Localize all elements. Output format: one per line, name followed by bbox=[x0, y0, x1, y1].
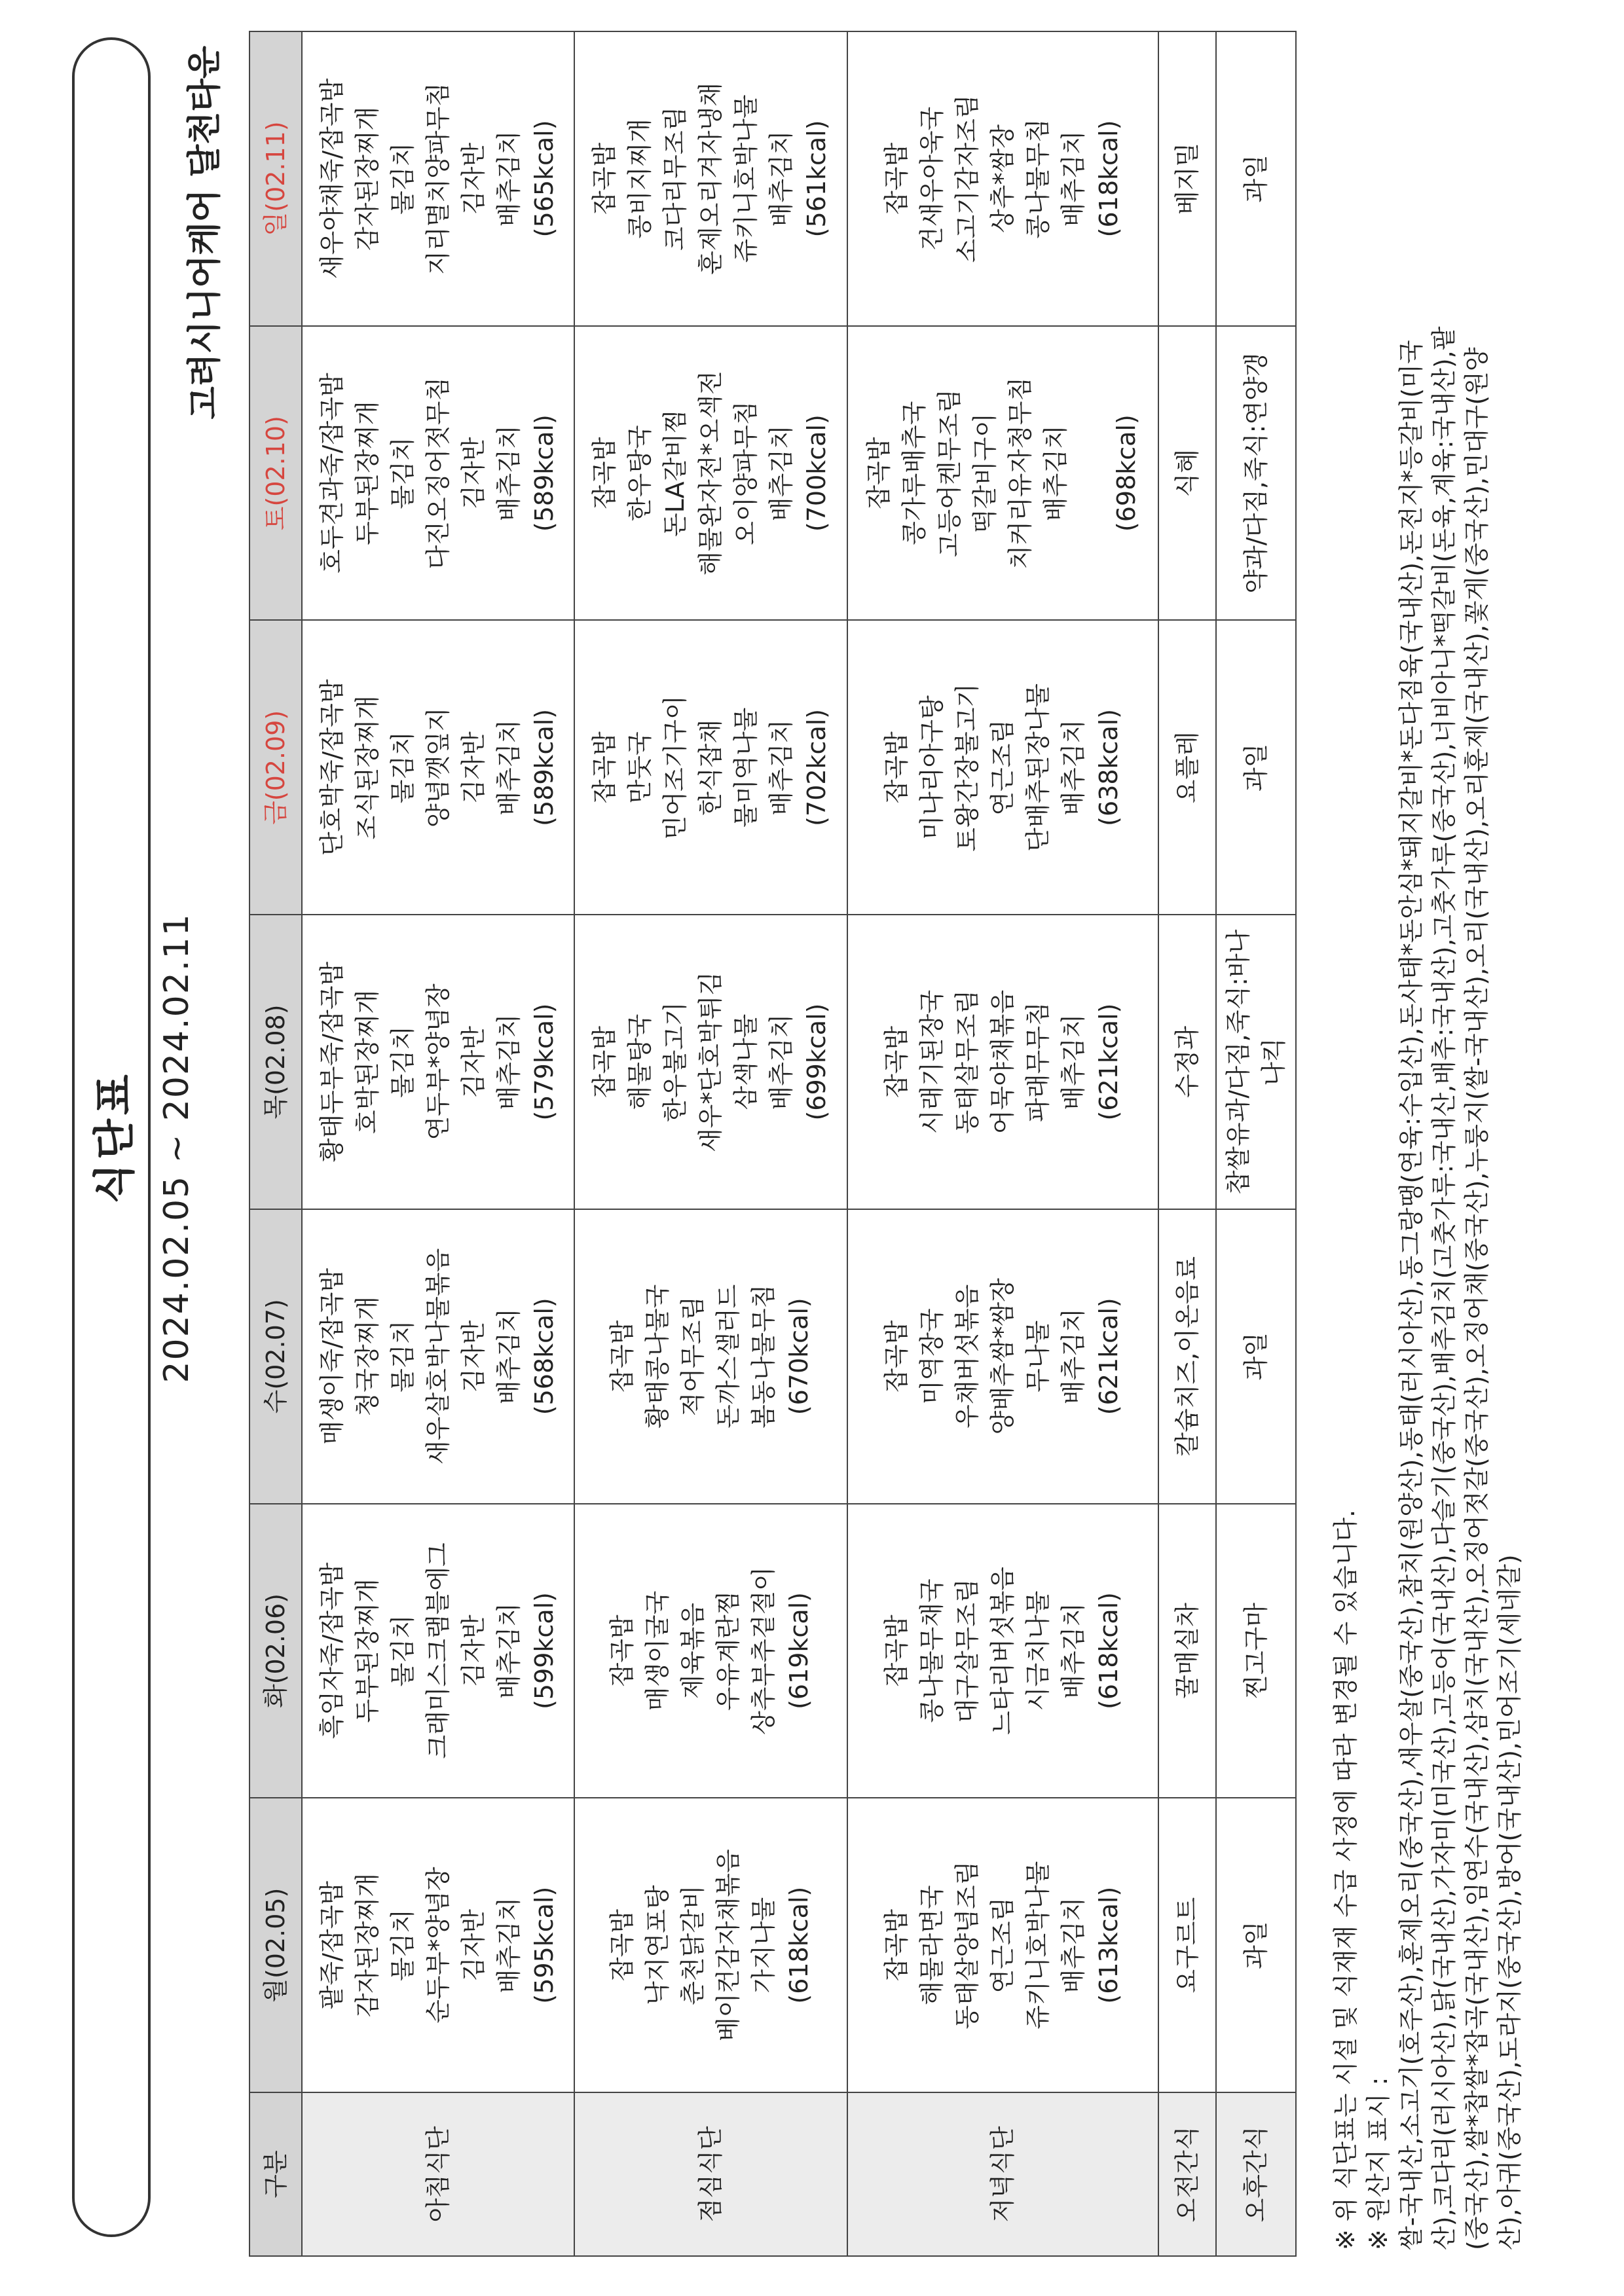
menu-item: 한식잡채 bbox=[696, 719, 726, 816]
menu-item: 연근조림 bbox=[988, 719, 1018, 816]
snack-cell: 요플레 bbox=[1158, 620, 1216, 915]
menu-item: (599kcal) bbox=[530, 1592, 559, 1709]
menu-item: 매생이죽/잡곡밥 bbox=[318, 1267, 347, 1445]
meal-cell bbox=[574, 31, 847, 326]
menu-item: (702kcal) bbox=[802, 708, 832, 826]
menu-item: 배추김치 bbox=[1059, 1308, 1088, 1405]
menu-item: 두부된장찌개 bbox=[353, 401, 382, 545]
menu-item: 시래기된장국 bbox=[917, 989, 947, 1135]
meal-cell bbox=[302, 1504, 574, 1798]
menu-item: (699kcal) bbox=[802, 1003, 832, 1121]
snack-cell: 과일 bbox=[1216, 1209, 1296, 1504]
menu-item: 만둣국 bbox=[625, 731, 655, 804]
menu-item: (589kcal) bbox=[530, 708, 559, 826]
note-line: 산),코다리(러시아산),닭(국내산),가자미(미국산),고등어(국내산),다슬기(중국산),배추김치(고춧가루:국내산,배추:국내산),고춧가루(중국산),너비아니*떡갈비(돈육,계육:국내산),팥 bbox=[1430, 326, 1458, 2250]
meal-cell bbox=[847, 915, 1158, 1209]
menu-item: 물김치 bbox=[388, 1025, 418, 1099]
menu-item: 감자된장찌개 bbox=[353, 106, 382, 251]
menu-item: 토왕간장불고기 bbox=[953, 683, 982, 852]
menu-item: (638kcal) bbox=[1094, 708, 1124, 826]
meal-cell bbox=[574, 1209, 847, 1504]
menu-item: 물김치 bbox=[388, 731, 418, 804]
menu-item: 콩나물무침 bbox=[1024, 118, 1053, 239]
menu-item: 김자반 bbox=[459, 142, 489, 215]
menu-item bbox=[1073, 331, 1109, 616]
menu-item: 파래무무침 bbox=[1024, 1002, 1053, 1122]
menu-item: 돈까스샐러드 bbox=[714, 1284, 743, 1429]
menu-item: 물김치 bbox=[388, 437, 418, 509]
menu-item: (568kcal) bbox=[530, 1298, 559, 1415]
menu-item: 새우살호박나물볶음 bbox=[424, 1248, 453, 1465]
day-header-tue: 화(02.06) bbox=[249, 1504, 302, 1798]
menu-item: 김자반 bbox=[459, 437, 489, 509]
page-title: 식단표 bbox=[91, 1070, 139, 1204]
menu-item: (698kcal) bbox=[1112, 414, 1141, 532]
meal-cell bbox=[302, 620, 574, 915]
menu-item: 연근조림 bbox=[988, 1897, 1018, 1994]
note-line: 산),아귀(중국산),도라지(중국산),방어(국내산),민어조기(세네갈) bbox=[1495, 1554, 1524, 2250]
menu-item: 쥬키니호박나물 bbox=[1024, 1861, 1053, 2030]
menu-item: 배추김치 bbox=[494, 130, 524, 227]
menu-item: 새우*단호박튀김 bbox=[696, 972, 726, 1153]
meal-cell bbox=[847, 31, 1158, 326]
menu-item: 잡곡밥 bbox=[608, 1909, 637, 1982]
meal-cell bbox=[574, 1798, 847, 2092]
menu-item: 잡곡밥 bbox=[882, 1320, 912, 1393]
pm-snack-row bbox=[1216, 31, 1296, 2256]
menu-item: 양배추쌈*쌈장 bbox=[988, 1278, 1018, 1435]
menu-item: 콩비지찌개 bbox=[625, 118, 655, 239]
date-period: 2024.02.05 ~ 2024.02.11 bbox=[157, 913, 196, 1383]
menu-item: (618kcal) bbox=[1094, 120, 1124, 238]
menu-item: 잡곡밥 bbox=[882, 1909, 912, 1982]
am-snack-row bbox=[1158, 31, 1216, 2256]
menu-item: 느타리버섯볶음 bbox=[988, 1566, 1018, 1735]
menu-item: 낙지연포탕 bbox=[643, 1885, 673, 2005]
menu-item: 새우야채죽/잡곡밥 bbox=[318, 78, 347, 280]
menu-item: 호두견과죽/잡곡밥 bbox=[318, 373, 347, 574]
menu-item: (700kcal) bbox=[802, 414, 832, 532]
menu-item: 콩나물무채국 bbox=[917, 1578, 947, 1723]
menu-item: 쥬키니호박나물 bbox=[731, 94, 761, 263]
menu-item: 배추김치 bbox=[494, 1013, 524, 1110]
menu-item: 배추김치 bbox=[1059, 719, 1088, 816]
menu-item: 미역장국 bbox=[917, 1308, 947, 1405]
menu-item: 적어무조림 bbox=[678, 1296, 708, 1417]
menu-item: 물미역나물 bbox=[731, 707, 761, 828]
note-line: 쌀-국내산,소고기(호주산),훈제오리(중국산),새우살(중국산),참치(원양산),동태(러시아산),동그랑땡(연육:수입산),돈사태*돈안심*돼지갈비*돈다짐육(국내산),돈전지*등갈비(미국 bbox=[1397, 340, 1426, 2250]
menu-item: 크래미스크램블에그 bbox=[424, 1542, 453, 1759]
menu-item: 배추김치 bbox=[494, 719, 524, 816]
day-header-mon: 월(02.05) bbox=[249, 1798, 302, 2092]
menu-item: 연두부*양념장 bbox=[424, 983, 453, 1140]
menu-item: 제육볶음 bbox=[678, 1603, 708, 1699]
meal-cell bbox=[574, 1504, 847, 1798]
menu-item: 떡갈비구이 bbox=[970, 412, 1000, 534]
menu-item: 어묵야채볶음 bbox=[988, 989, 1018, 1135]
menu-item: 우유계란찜 bbox=[714, 1590, 743, 1711]
table-header-row bbox=[249, 31, 302, 2256]
menu-item: 대구살무조림 bbox=[953, 1578, 982, 1723]
menu-item: 잡곡밥 bbox=[608, 1614, 637, 1687]
menu-item: 물김치 bbox=[388, 1909, 418, 1982]
menu-item: (561kcal) bbox=[802, 120, 832, 238]
menu-item: 배추김치 bbox=[767, 719, 796, 816]
menu-item: 청국장찌개 bbox=[353, 1296, 382, 1417]
menu-item: 다진오징어젓무침 bbox=[424, 376, 453, 570]
menu-item: 치커리유자청무침 bbox=[1006, 376, 1035, 570]
menu-item: 배추김치 bbox=[767, 130, 796, 227]
menu-item: 배추김치 bbox=[1059, 1897, 1088, 1994]
menu-item: 잡곡밥 bbox=[590, 1025, 619, 1099]
menu-item: 한우불고기 bbox=[661, 1002, 690, 1122]
day-header-fri: 금(02.09) bbox=[249, 620, 302, 915]
meal-cell bbox=[847, 1504, 1158, 1798]
meal-cell bbox=[847, 326, 1158, 621]
menu-item: 흑임자죽/잡곡밥 bbox=[318, 1562, 347, 1740]
meal-cell bbox=[847, 620, 1158, 915]
menu-item: 잡곡밥 bbox=[864, 437, 894, 509]
menu-item: (613kcal) bbox=[1094, 1886, 1124, 2004]
menu-item: 상추*쌈장 bbox=[988, 124, 1018, 233]
title-banner bbox=[72, 37, 151, 2237]
note-line: ※ 위 식단표는 시설 및 식재재 수급 사정에 따라 변경될 수 있습니다. bbox=[1331, 1509, 1360, 2250]
menu-item: 고등어켄무조림 bbox=[935, 389, 965, 558]
menu-item: (618kcal) bbox=[784, 1886, 814, 2004]
snack-cell: 칼슘치즈,이온음료 bbox=[1158, 1209, 1216, 1504]
menu-item: (565kcal) bbox=[530, 120, 559, 238]
menu-item: 조식된장찌개 bbox=[353, 695, 382, 840]
menu-item: 팥죽/잡곡밥 bbox=[318, 1880, 347, 2010]
menu-item: 배추김치 bbox=[494, 425, 524, 522]
menu-item: 잡곡밥 bbox=[882, 1614, 912, 1687]
menu-item: 해물탕국 bbox=[625, 1013, 655, 1110]
row-label-am-snack: 오전간식 bbox=[1158, 2092, 1216, 2256]
meal-cell bbox=[574, 326, 847, 621]
menu-item: (595kcal) bbox=[530, 1886, 559, 2004]
menu-item: 미나리아구탕 bbox=[917, 695, 947, 840]
menu-item: 콩가루배추국 bbox=[900, 401, 929, 545]
menu-item: 매생이굴국 bbox=[643, 1590, 673, 1711]
menu-item: 물김치 bbox=[388, 142, 418, 215]
meal-table bbox=[249, 31, 1297, 2257]
menu-item: 잡곡밥 bbox=[882, 731, 912, 804]
row-label-breakfast: 아침식단 bbox=[302, 2092, 574, 2256]
meal-cell bbox=[302, 31, 574, 326]
menu-item: 잡곡밥 bbox=[590, 437, 619, 509]
menu-item: 동태살무조림 bbox=[953, 989, 982, 1135]
menu-item: 상추부추겉절이 bbox=[749, 1566, 779, 1735]
menu-item: 해물완자전*오색전 bbox=[696, 371, 726, 575]
snack-cell: 식혜 bbox=[1158, 326, 1216, 621]
menu-item: 봄동나물무침 bbox=[749, 1284, 779, 1429]
menu-item: 물김치 bbox=[388, 1320, 418, 1393]
menu-item: 단배추된장나물 bbox=[1024, 683, 1053, 852]
menu-item: 배추김치 bbox=[1041, 425, 1071, 522]
menu-item: 김자반 bbox=[459, 1025, 489, 1099]
menu-item: (621kcal) bbox=[1094, 1298, 1124, 1415]
snack-cell: 과일 bbox=[1216, 31, 1296, 326]
meal-cell bbox=[302, 326, 574, 621]
menu-item: 삼색나물 bbox=[731, 1013, 761, 1110]
menu-item: 동태살양념조림 bbox=[953, 1861, 982, 2030]
meal-cell bbox=[302, 1798, 574, 2092]
menu-item: 배추김치 bbox=[1059, 1013, 1088, 1110]
menu-item: 배추김치 bbox=[494, 1897, 524, 1994]
menu-item: 춘천닭갈비 bbox=[678, 1885, 708, 2005]
menu-item: 지리멸치양파무침 bbox=[424, 82, 453, 275]
menu-item: 건새우아욱국 bbox=[917, 106, 947, 251]
menu-item: (619kcal) bbox=[784, 1592, 814, 1709]
menu-item: 잡곡밥 bbox=[882, 1025, 912, 1099]
menu-item: 단호박죽/잡곡밥 bbox=[318, 679, 347, 856]
menu-item: 배추김치 bbox=[494, 1603, 524, 1699]
menu-item: 양념깻잎지 bbox=[424, 707, 453, 828]
menu-item: (618kcal) bbox=[1094, 1592, 1124, 1709]
snack-cell: 찹쌀유과/다짐,죽식:바나나킥 bbox=[1216, 915, 1296, 1209]
snack-cell: 수정과 bbox=[1158, 915, 1216, 1209]
menu-item: 황태콩나물국 bbox=[643, 1284, 673, 1429]
row-label-dinner: 저녁식단 bbox=[847, 2092, 1158, 2256]
organization-name: 고려시니어케어 달천타운 bbox=[185, 46, 225, 420]
menu-item: 무나물 bbox=[1024, 1320, 1053, 1393]
menu-item: 베이컨감자채볶음 bbox=[714, 1849, 743, 2041]
menu-item: (670kcal) bbox=[784, 1298, 814, 1415]
day-header-wed: 수(02.07) bbox=[249, 1209, 302, 1504]
menu-item: 민어조기구이 bbox=[661, 695, 690, 840]
menu-item: 잡곡밥 bbox=[882, 142, 912, 215]
menu-item: 물김치 bbox=[388, 1614, 418, 1687]
note-line: ※ 원산지 표시 : bbox=[1364, 2077, 1393, 2250]
menu-item: 호박된장찌개 bbox=[353, 989, 382, 1135]
menu-item: 황태두부죽/잡곡밥 bbox=[318, 961, 347, 1163]
menu-item: 배추김치 bbox=[767, 1013, 796, 1110]
menu-item: 감자된장찌개 bbox=[353, 1873, 382, 2018]
menu-item: 배추김치 bbox=[494, 1308, 524, 1405]
menu-item: 돈LA갈비찜 bbox=[661, 409, 690, 538]
corner-header: 구분 bbox=[249, 2092, 302, 2256]
day-header-sat: 토(02.10) bbox=[249, 326, 302, 621]
menu-item: 소고기감자조림 bbox=[953, 94, 982, 263]
menu-item: 코다리무조림 bbox=[661, 106, 690, 251]
menu-item: 훈제오리겨자냉채 bbox=[696, 82, 726, 275]
menu-item: 김자반 bbox=[459, 1614, 489, 1687]
breakfast-row bbox=[302, 31, 574, 2256]
menu-item: 순두부*양념장 bbox=[424, 1867, 453, 2024]
snack-cell: 찐고구마 bbox=[1216, 1504, 1296, 1798]
snack-cell: 요구르트 bbox=[1158, 1798, 1216, 2092]
row-label-pm-snack: 오후간식 bbox=[1216, 2092, 1296, 2256]
snack-cell: 꿀매실차 bbox=[1158, 1504, 1216, 1798]
row-label-lunch: 점심식단 bbox=[574, 2092, 847, 2256]
menu-item: 우채버섯볶음 bbox=[953, 1284, 982, 1429]
menu-item: 두부된장찌개 bbox=[353, 1578, 382, 1723]
meal-cell bbox=[302, 1209, 574, 1504]
notes-section bbox=[1329, 24, 1526, 2250]
meal-cell bbox=[302, 915, 574, 1209]
menu-item: (621kcal) bbox=[1094, 1003, 1124, 1121]
menu-item: (579kcal) bbox=[530, 1003, 559, 1121]
dinner-row bbox=[847, 31, 1158, 2256]
snack-cell: 과일 bbox=[1216, 1798, 1296, 2092]
menu-item: 배추김치 bbox=[1059, 130, 1088, 227]
note-line: (중국산),쌀*찹쌀*잡곡(국내산),임연수(국내산),삼치(국내산),오징어젓갈(중국산),오징어채(중국산),누룽지(쌀-국내산),오리(국내산),오리훈제(국내산),꽃게(중국산),민대구(원양 bbox=[1462, 347, 1491, 2250]
lunch-row bbox=[574, 31, 847, 2256]
menu-item: 김자반 bbox=[459, 731, 489, 804]
menu-item: 오이양파무침 bbox=[731, 401, 761, 545]
menu-item: 잡곡밥 bbox=[590, 142, 619, 215]
day-header-thu: 목(02.08) bbox=[249, 915, 302, 1209]
menu-item: 한우탕국 bbox=[625, 425, 655, 522]
menu-item: 배추김치 bbox=[767, 425, 796, 522]
menu-item: 배추김치 bbox=[1059, 1603, 1088, 1699]
meal-cell bbox=[574, 620, 847, 915]
menu-item: 시금치나물 bbox=[1024, 1590, 1053, 1711]
day-header-sun: 일(02.11) bbox=[249, 31, 302, 326]
meal-cell bbox=[847, 1209, 1158, 1504]
menu-item: 김자반 bbox=[459, 1320, 489, 1393]
menu-item: 잡곡밥 bbox=[608, 1320, 637, 1393]
snack-cell: 과일 bbox=[1216, 620, 1296, 915]
menu-item: 해물라면국 bbox=[917, 1885, 947, 2005]
snack-cell: 베지밀 bbox=[1158, 31, 1216, 326]
meal-cell bbox=[847, 1798, 1158, 2092]
meal-cell bbox=[574, 915, 847, 1209]
menu-item: 가지나물 bbox=[749, 1897, 779, 1994]
snack-cell: 약과/다짐,죽식:연양갱 bbox=[1216, 326, 1296, 621]
menu-item: 잡곡밥 bbox=[590, 731, 619, 804]
menu-item: (589kcal) bbox=[530, 414, 559, 532]
menu-item: 김자반 bbox=[459, 1909, 489, 1982]
